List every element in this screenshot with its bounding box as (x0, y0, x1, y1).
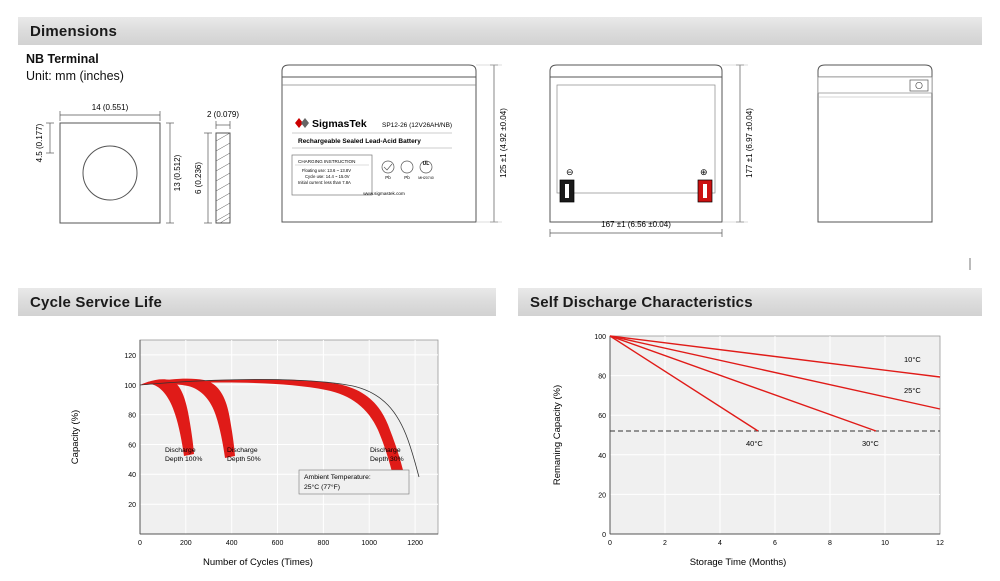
cycle-annotation-temp-line2: 25°C (77°F) (304, 484, 341, 491)
self-label-25c: 25°C (904, 386, 921, 395)
self-discharge-section-title: Self Discharge Characteristics (530, 293, 753, 311)
battery-brand-label: SigmasTek (312, 118, 367, 130)
cycle-ytick-100: 100 (124, 382, 136, 390)
cycle-life-section-header (18, 288, 496, 316)
dimensions-section-title: Dimensions (30, 22, 118, 40)
cycle-annotation-dod100-line1: Discharge (165, 447, 196, 454)
nb-terminal-label: NB Terminal (26, 52, 99, 66)
cycle-xtick-1200: 1200 (407, 540, 423, 547)
cycle-xtick-200: 200 (179, 540, 192, 547)
cycle-life-chart (18, 322, 496, 572)
self-xtick-8: 8 (828, 540, 832, 547)
self-xtick-0: 0 (608, 540, 612, 547)
cycle-xtick-0: 0 (138, 540, 142, 547)
cycle-ytick-120: 120 (124, 352, 136, 360)
terminal-right-height-label: 13 (0.512) (173, 154, 182, 192)
cycle-ytick-20: 20 (128, 502, 136, 509)
cycle-annotation-dod50-line2: Depth 50% (227, 456, 261, 463)
self-label-40c: 40°C (746, 439, 763, 448)
plate-height-label: 6 (0.236) (194, 161, 203, 195)
charging-line-3: Initial current: less than 7.8A (298, 180, 351, 185)
cert-mh: MH20740 (418, 176, 434, 180)
negative-terminal-symbol: ⊖ (566, 167, 574, 177)
cycle-ytick-60: 60 (128, 442, 136, 450)
self-ylabel: Remaning Capacity (%) (552, 384, 563, 486)
self-xtick-10: 10 (881, 540, 889, 547)
cert-pb-2: Pb (404, 175, 410, 180)
cert-ul: UL (422, 161, 430, 167)
cycle-ytick-80: 80 (128, 412, 136, 420)
self-ytick-40: 40 (598, 452, 606, 460)
charging-line-1: Floating use: 13.6 ~ 13.8V (302, 168, 352, 173)
cycle-annotation-dod30-line1: Discharge (370, 447, 401, 454)
cycle-xtick-800: 800 (317, 540, 330, 547)
self-discharge-section-header (518, 288, 982, 316)
edge-tick-mark (960, 258, 980, 274)
self-xtick-12: 12 (936, 540, 944, 547)
cycle-annotation-dod30-line2: Depth 30% (370, 456, 404, 463)
self-label-30c: 30°C (862, 439, 879, 448)
self-ytick-100: 100 (594, 334, 606, 341)
battery-website-label: www.sigmastek.com (363, 191, 405, 196)
cycle-annotation-dod50-line1: Discharge (227, 447, 258, 454)
self-ytick-80: 80 (598, 373, 606, 381)
front-height-dimension: 125 ±1 (4.92 ±0.04) (499, 108, 508, 178)
terminal-drawing (20, 95, 260, 260)
self-xlabel: Storage Time (Months) (689, 557, 787, 568)
self-ytick-0: 0 (602, 532, 606, 539)
cycle-xtick-400: 400 (225, 540, 238, 547)
cycle-xtick-1000: 1000 (361, 540, 377, 547)
battery-front-view (262, 55, 517, 260)
terminal-left-height-label: 4.5 (0.177) (35, 123, 44, 163)
self-discharge-chart (518, 322, 982, 572)
self-xtick-4: 4 (718, 540, 722, 547)
cycle-ytick-40: 40 (128, 472, 136, 479)
self-xtick-2: 2 (663, 540, 667, 547)
self-ytick-20: 20 (598, 492, 606, 500)
cert-pb-1: Pb (385, 175, 391, 180)
plate-thickness-label: 2 (0.079) (206, 110, 240, 119)
unit-note: Unit: mm (inches) (26, 69, 124, 83)
charging-line-2: Cycle use: 14.4 ~ 15.0V (305, 174, 350, 179)
width-dimension: 167 ±1 (6.56 ±0.04) (601, 220, 671, 229)
positive-terminal-symbol: ⊕ (700, 167, 708, 177)
self-xtick-6: 6 (773, 540, 777, 547)
battery-model-label: SP12-26 (12V26AH/NB) (382, 122, 453, 129)
dimensions-section-header (18, 17, 982, 45)
battery-side-view (530, 55, 780, 260)
self-ytick-60: 60 (598, 413, 606, 421)
self-label-10c: 10°C (904, 355, 921, 364)
charging-instruction-title: CHARGING INSTRUCTION (298, 159, 356, 164)
cycle-xtick-600: 600 (271, 540, 284, 547)
battery-type-label: Rechargeable Sealed Lead-Acid Battery (298, 138, 421, 145)
cycle-ylabel: Capacity (%) (70, 409, 81, 465)
side-height-dimension: 177 ±1 (6.97 ±0.04) (745, 108, 754, 178)
cycle-xlabel: Number of Cycles (Times) (203, 557, 313, 568)
cycle-annotation-temp-line1: Ambient Temperature: (304, 474, 371, 481)
terminal-top-width-label: 14 (0.551) (91, 103, 129, 112)
cycle-life-section-title: Cycle Service Life (30, 293, 163, 311)
cycle-annotation-dod100-line2: Depth 100% (165, 456, 203, 463)
battery-rear-view (800, 55, 980, 260)
